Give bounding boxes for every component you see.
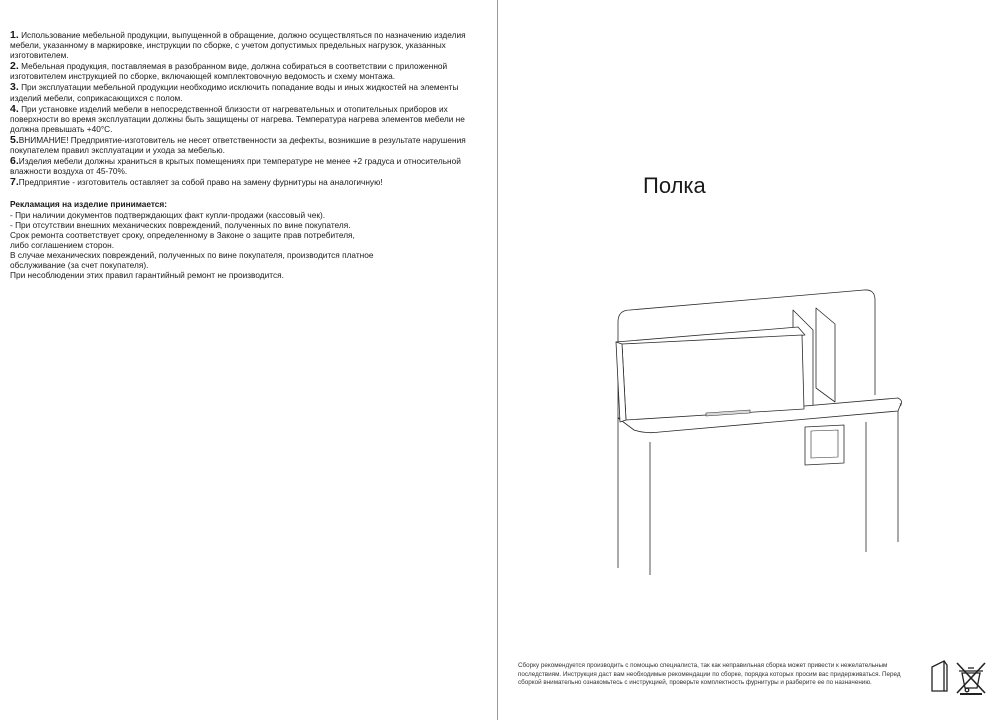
- claims-section: [10, 199, 488, 280]
- claims-line: обслуживание (за счет покупателя).: [10, 259, 149, 270]
- rule-text: Использование мебельной продукции, выпущенной в обращение, должно осуществляться по назначению изделия мебели, указанному в маркировке, инструкции по сборке, с учетом допустимых предельных нагрузок, указанных изготовителем.: [10, 30, 466, 61]
- rule-6: [10, 156, 488, 176]
- claims-line: Срок ремонта соответствует сроку, определенному в Законе о защите прав потребителя,: [10, 229, 355, 240]
- left-leg: [618, 430, 650, 575]
- rule-text: Мебельная продукция, поставляемая в разобранном виде, должна собираться в соответствии с приложенной изготовителем инструкцией по сборке, включающей комплектовочную ведомость и схему монтажа.: [10, 61, 448, 82]
- rule-number: 5.: [10, 133, 19, 146]
- rule-5: [10, 135, 488, 155]
- rule-text: При эксплуатации мебельной продукции необходимо исключить попадание воды и иных жидкостей на элементы изделий мебели, соприкасающихся с полом.: [10, 82, 459, 103]
- claims-line: либо соглашением сторон.: [10, 239, 114, 250]
- shelf-drawing: [598, 280, 928, 580]
- rule-text: ВНИМАНИЕ! Предприятие-изготовитель не несет ответственности за дефекты, возникшие в результате нарушения покупателем правил эксплуатации и ухода за мебелью.: [10, 134, 466, 156]
- rule-number: 4.: [10, 102, 19, 115]
- claims-line: При несоблюдении этих правил гарантийный ремонт не производится.: [10, 270, 284, 281]
- rule-number: 1.: [10, 29, 19, 41]
- rule-4: [10, 104, 488, 134]
- claims-line: - При наличии документов подтверждающих факт купли-продажи (кассовый чек).: [10, 209, 326, 220]
- usage-rules: [10, 30, 488, 280]
- rule-text: При установке изделий мебели в непосредственной близости от нагревательных и отопительных приборов их поверхности во время эксплуатации должны быть защищены от нагрева. Температура нагрева элементов мебели не должна превышать +40°С.: [10, 103, 465, 134]
- rule-number: 3.: [10, 81, 19, 94]
- rule-1: [10, 30, 488, 60]
- rule-number: 7.: [10, 176, 19, 189]
- claims-line: - При отсутствии внешних механических повреждений, полученных по вине покупателя.: [10, 219, 351, 230]
- right-leg: [866, 409, 898, 552]
- product-title: Полка: [643, 173, 706, 198]
- rule-number: 2.: [10, 60, 19, 73]
- rule-number: 6.: [10, 155, 19, 168]
- rule-2: [10, 61, 488, 81]
- rule-text: Изделия мебели должны храниться в крытых помещениях при температуре не менее +2 градуса и относительной влажности воздуха от 45-70%.: [10, 156, 461, 177]
- rule-3: [10, 82, 488, 102]
- left-page: [0, 0, 496, 720]
- claims-line: В случае механических повреждений, полученных по вине покупателя, производится платное: [10, 249, 374, 260]
- cabinet-door: [622, 335, 804, 420]
- claims-heading: Рекламация на изделие принимается:: [10, 199, 168, 210]
- rule-7: [10, 177, 488, 187]
- right-page: [498, 0, 1000, 720]
- assembly-note: Сборку рекомендуется производить с помощью специалиста, так как неправильная сборка может привести к нежелательным последствиям. Инструкция даст вам необходимые рекомендации по сборке, порядка которых просим вас придерживаться. Перед сборкой внимательно ознакомьтесь с инструкцией, проверьте комплектность фурнитуры и разберите ее по назначению.: [518, 662, 901, 687]
- rule-text: Предприятие - изготовитель оставляет за собой право на замену фурнитуры на аналогичную!: [18, 177, 383, 188]
- crossed-out-wastebin-icon: [930, 655, 988, 695]
- divider-panel: [816, 308, 835, 402]
